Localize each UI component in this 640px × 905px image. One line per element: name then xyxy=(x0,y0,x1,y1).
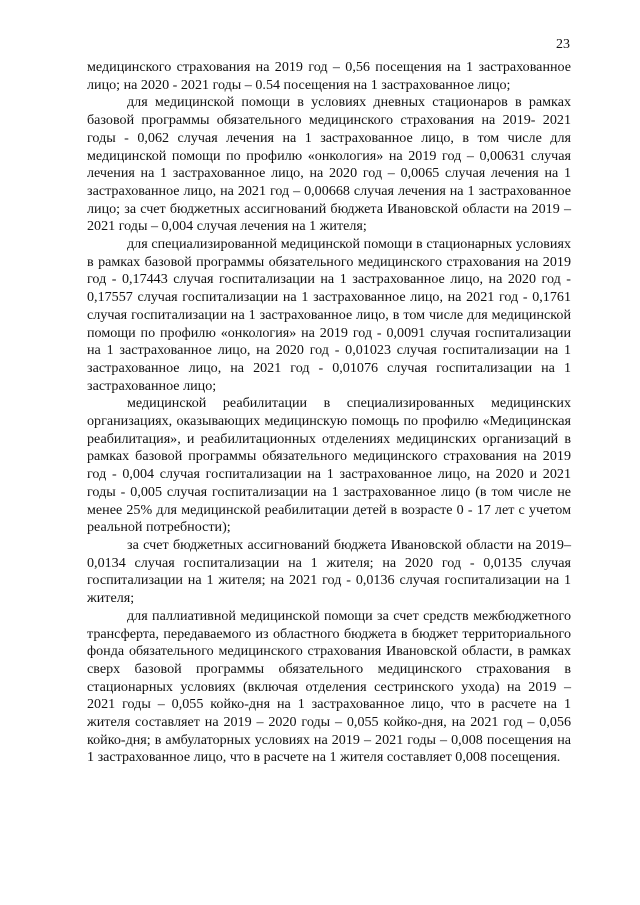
paragraph-budget-funding: за счет бюджетных ассигнований бюджета Ивановской области на 2019–0,0134 случая госпитализации на 1 жителя; на 2020 год - 0,0135 случая госпитализации на 1 жителя; на 2021 год - 0,0136 случая госпитализации на 1 жителя; xyxy=(87,536,571,607)
page-number: 23 xyxy=(556,37,570,52)
paragraph-palliative-care: для паллиативной медицинской помощи за счет средств межбюджетного трансферта, передаваемого из областного бюджета в бюджет территориального фонда обязательного медицинского страхования Ивановской области, в рамках сверх базовой программы обязательного медицинского страхования в стационарных условиях (включая отделения сестринского ухода) на 2019 – 2021 годы – 0,055 койко-дня на 1 застрахованное лицо, что в расчете на 1 жителя составляет на 2019 – 2020 годы – 0,055 койко-дня, на 2021 год – 0,056 койко-дня; в амбулаторных условиях на 2019 – 2021 годы – 0,008 посещения на 1 застрахованное лицо, что в расчете на 1 жителя составляет 0,008 посещения. xyxy=(87,607,571,766)
paragraph-specialized-care: для специализированной медицинской помощи в стационарных условиях в рамках базовой программы обязательного медицинского страхования на 2019 год - 0,17443 случая госпитализации на 1 застрахованное лицо, на 2020 год - 0,17557 случая госпитализации на 1 застрахованное лицо, на 2021 год - 0,1761 случая госпитализации на 1 застрахованное лицо, в том числе для медицинской помощи по профилю «онкология» на 2019 год - 0,0091 случая госпитализации на 1 застрахованное лицо, на 2020 год - 0,01023 случая госпитализации на 1 застрахованное лицо, на 2021 год - 0,01076 случая госпитализации на 1 застрахованное лицо; xyxy=(87,236,571,394)
paragraph-day-hospital: для медицинской помощи в условиях дневных стационаров в рамках базовой программы обязательного медицинского страхования на 2019- 2021 годы - 0,062 случая лечения на 1 застрахованное лицо, в том числе для медицинской помощи по профилю «онкология» на 2019 год – 0,00631 случая лечения на 1 застрахованное лицо, на 2020 год – 0,0065 случая лечения на 1 застрахованное лицо, на 2021 год – 0,00668 случая лечения на 1 застрахованное лицо; за счет бюджетных ассигнований бюджета Ивановской области на 2019 – 2021 годы – 0,004 случая лечения на 1 жителя; xyxy=(87,94,571,235)
document-body xyxy=(87,59,571,767)
paragraph-continuation: медицинского страхования на 2019 год – 0,56 посещения на 1 застрахованное лицо; на 2020 - 2021 годы – 0.54 посещения на 1 застрахованное лицо; xyxy=(87,59,571,93)
paragraph-rehabilitation: медицинской реабилитации в специализированных медицинских организациях, оказывающих медицинскую помощь по профилю «Медицинская реабилитация», и реабилитационных отделениях медицинских организаций в рамках базовой программы обязательного медицинского страхования на 2019 год - 0,004 случая госпитализации на 1 застрахованное лицо, на 2020 и 2021 годы - 0,005 случая госпитализации на 1 застрахованное лицо (в том числе не менее 25% для медицинской реабилитации детей в возрасте 0 - 17 лет с учетом реальной потребности); xyxy=(87,395,571,536)
